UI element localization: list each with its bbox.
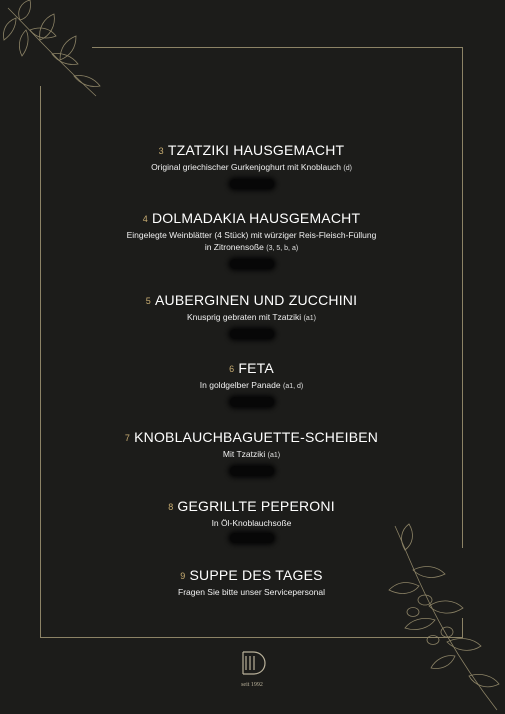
menu-item-description [40,448,463,462]
menu-item [40,142,463,189]
price-redacted [230,329,274,339]
menu-item-name: GEGRILLTE PEPERONI [177,498,335,514]
price-redacted [230,466,274,476]
desc-line: in Zitronensoße [204,242,264,252]
menu-item-description [40,311,463,325]
desc-line: Original griechischer Gurkenjoghurt mit Knoblauch [151,162,341,172]
menu-item-name: TZATZIKI HAUSGEMACHT [167,142,345,158]
desc-line: In Öl-Knoblauchsoße [211,518,292,528]
menu-item-description [40,229,463,255]
menu-item [40,292,463,339]
menu-item-description [40,517,463,529]
desc-line: Knusprig gebraten mit Tzatziki [186,312,302,322]
menu-item-number: 8 [168,502,174,512]
menu-item-number: 7 [124,433,131,443]
allergens: (a1) [303,315,316,322]
menu-item-title [40,142,463,158]
desc-line: In goldgelber Panade [199,380,281,390]
menu-item-description [40,161,463,175]
olive-branch-icon [385,520,505,714]
menu-item [40,498,463,543]
desc-line: Eingelegte Weinblätter (4 Stück) mit würziger Reis-Fleisch-Füllung [126,230,377,240]
menu-item [40,429,463,476]
desc-line: Mit Tzatziki [222,449,266,459]
menu-item-number: 3 [158,146,164,156]
menu-item-title [40,498,463,514]
menu-item-number: 6 [229,364,235,374]
menu-item [40,210,463,269]
allergens: (a1) [267,452,281,459]
menu-item-description [40,379,463,393]
price-redacted [230,259,274,269]
menu-item-name: KNOBLAUCHBAGUETTE-SCHEIBEN [134,429,379,445]
price-redacted [230,533,274,543]
desc-line: Fragen Sie bitte unser Servicepersonal [178,587,325,597]
olive-branch-icon [0,0,110,110]
menu-item [40,360,463,407]
menu-item-description [40,586,463,598]
menu-item-name: DOLMADAKIA HAUSGEMACHT [152,210,361,226]
allergens: (a1, d) [282,383,304,390]
menu-item-name: AUBERGINEN UND ZUCCHINI [155,292,358,308]
menu-item-number: 4 [142,214,148,224]
menu-item-title [40,429,463,445]
price-redacted [230,397,274,407]
restaurant-logo [232,650,272,688]
logo-tagline: seit 1992 [241,682,263,688]
menu-item [40,567,463,598]
allergens: (d) [343,165,352,172]
menu-item-title [40,210,463,226]
menu-item-name: SUPPE DES TAGES [189,567,323,583]
price-redacted [230,179,274,189]
menu-item-title [40,567,463,583]
restaurant-logo-icon [237,650,267,676]
menu-item-title [40,360,463,376]
menu-item-title [40,292,463,308]
menu-item-number: 9 [180,571,186,581]
allergens: (3, 5, b, a) [266,245,299,252]
menu-item-name: FETA [238,360,274,376]
menu-item-number: 5 [145,296,152,306]
